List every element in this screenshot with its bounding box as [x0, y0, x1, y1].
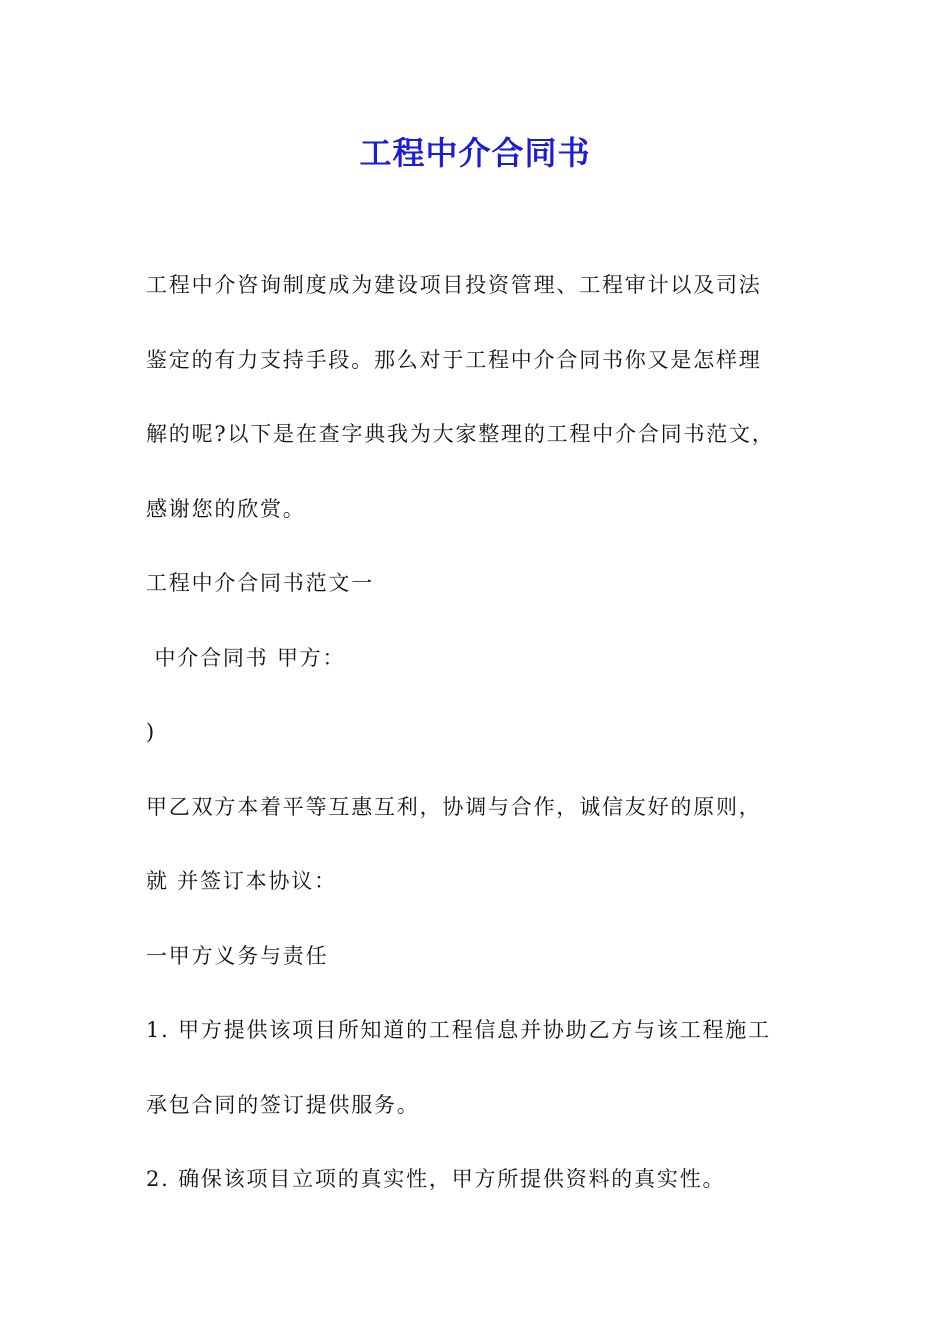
clause-item: 承包合同的签订提供服务。 — [146, 1092, 420, 1117]
section-heading: 工程中介合同书范文一 — [146, 571, 374, 595]
clause-item: 2. 确保该项目立项的真实性，甲方所提供资料的真实性。 — [146, 1167, 726, 1191]
body-line: 鉴定的有力支持手段。那么对于工程中介合同书你又是怎样理 — [146, 347, 762, 372]
document-body — [146, 262, 816, 1231]
body-line: ) — [146, 720, 156, 744]
body-line: 中介合同书 甲方： — [146, 645, 346, 670]
body-line: 就 并签订本协议： — [146, 869, 337, 893]
clause-item: 1. 甲方提供该项目所知道的工程信息并协助乙方与该工程施工 — [146, 1018, 771, 1042]
body-line: 工程中介咨询制度成为建设项目投资管理、工程审计以及司法 — [146, 273, 762, 297]
body-line: 甲乙双方本着平等互惠互利，协调与合作，诚信友好的原则， — [146, 794, 762, 819]
body-line: 感谢您的欣赏。 — [146, 496, 306, 521]
document-title: 工程中介合同书 — [359, 134, 591, 172]
body-line: 解的呢?以下是在查字典我为大家整理的工程中介合同书范文， — [146, 422, 775, 446]
clause-heading: 一甲方义务与责任 — [146, 943, 329, 968]
